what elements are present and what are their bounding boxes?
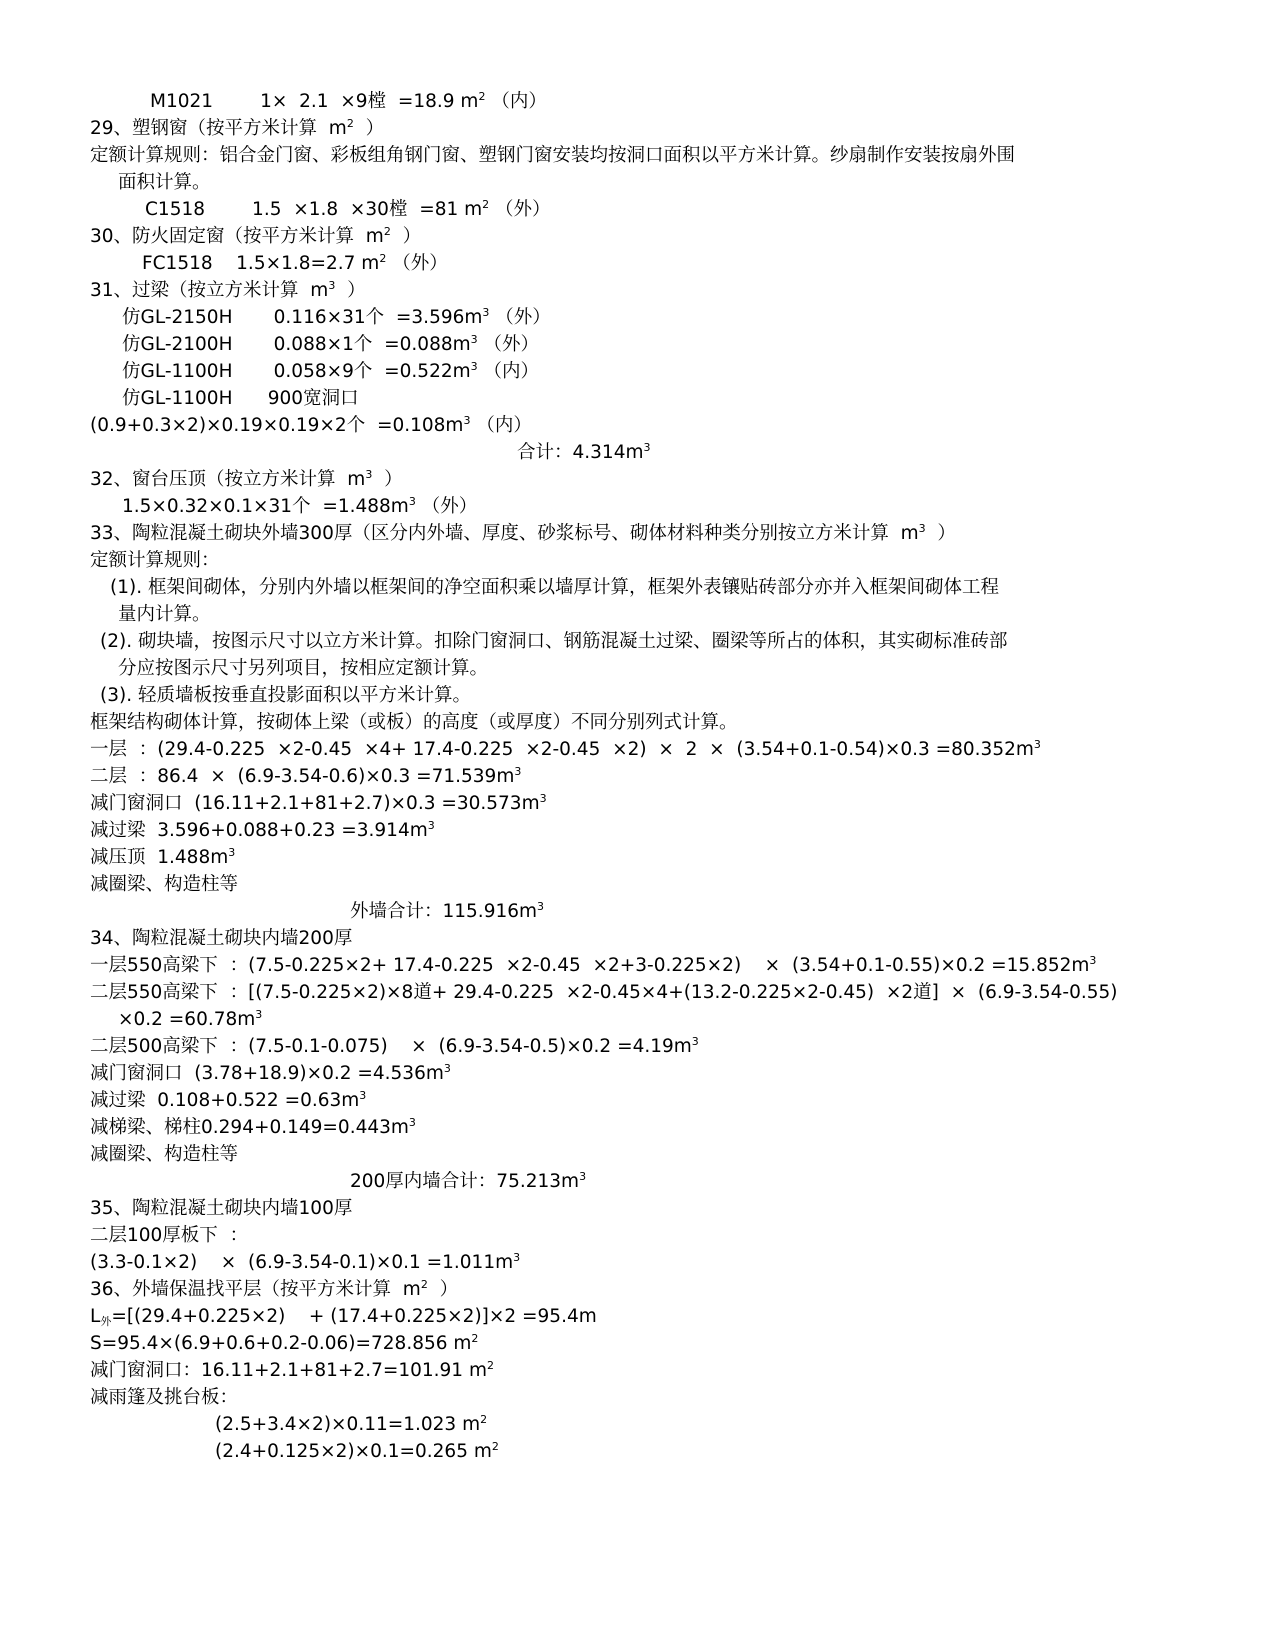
line-text: 33、陶粒混凝土砌块外墙300厚（区分内外墙、厚度、砂浆标号、砌体材料种类分别按立方米计算 m	[90, 523, 919, 544]
unit-exponent: 3	[470, 360, 478, 373]
text-line	[90, 737, 1041, 763]
unit-exponent: 2	[478, 90, 486, 103]
line-text: (3). 轻质墙板按垂直投影面积以平方米计算。	[100, 685, 471, 706]
text-line	[118, 170, 211, 196]
unit-exponent: 3	[537, 900, 545, 913]
unit-exponent: 3	[359, 1089, 367, 1102]
unit-exponent: 3	[1033, 738, 1041, 751]
line-text: 仿GL-2100H 0.088×1个 =0.088m	[122, 334, 471, 355]
text-line	[90, 980, 1117, 1006]
text-line	[90, 818, 435, 844]
text-line	[150, 89, 547, 115]
text-line	[90, 764, 521, 790]
text-line	[90, 791, 547, 817]
line-text: 二层100厚板下 ：	[90, 1225, 249, 1246]
line-text: 35、陶粒混凝土砌块内墙100厚	[90, 1198, 353, 1219]
unit-exponent: 3	[408, 1116, 416, 1129]
text-line	[350, 899, 544, 925]
unit-exponent: 2	[480, 1413, 488, 1426]
line-text: (1). 框架间砌体，分别内外墙以框架间的净空面积乘以墙厚计算，框架外表镶贴砖部分亦并入框架间砌体工程	[110, 577, 999, 598]
text-line	[122, 386, 359, 412]
line-suffix: （内）	[477, 361, 540, 382]
text-line	[90, 845, 235, 871]
line-text: 外墙合计：115.916m	[350, 901, 538, 922]
unit-exponent: 2	[379, 252, 387, 265]
text-line	[90, 1196, 352, 1222]
line-text: (2). 砌块墙，按图示尺寸以立方米计算。扣除门窗洞口、钢筋混凝土过梁、圈梁等所占的体积，其实砌标准砖部	[100, 631, 1008, 652]
unit-exponent: 3	[443, 1062, 451, 1075]
text-line	[90, 1358, 494, 1384]
line-text: 200厚内墙合计：75.213m	[350, 1171, 580, 1192]
line-text: L	[90, 1306, 101, 1327]
text-line	[100, 683, 471, 709]
text-line	[350, 1169, 586, 1195]
text-line	[90, 1385, 238, 1411]
line-text: 定额计算规则：	[90, 550, 220, 571]
text-line	[122, 494, 477, 520]
line-text: (0.9+0.3×2)×0.19×0.19×2个 =0.108m	[90, 415, 464, 436]
line-text: FC1518 1.5×1.8=2.7 m	[142, 253, 380, 274]
line-suffix: ）	[390, 226, 422, 247]
text-line	[215, 1439, 499, 1465]
text-line	[90, 1304, 597, 1330]
line-text: 减门窗洞口 (16.11+2.1+81+2.7)×0.3 =30.573m	[90, 793, 540, 814]
text-line	[122, 305, 551, 331]
text-line	[100, 629, 1007, 655]
unit-exponent: 2	[420, 1278, 428, 1291]
line-suffix: （外）	[386, 253, 448, 274]
line-suffix: ）	[335, 280, 366, 301]
text-line	[90, 1142, 238, 1168]
line-text: M1021 1× 2.1 ×9樘 =18.9 m	[150, 91, 479, 112]
line-text: 36、外墙保温找平层（按平方米计算 m	[90, 1279, 421, 1300]
line-suffix: （内）	[470, 415, 532, 436]
line-text: ×0.2 =60.78m	[118, 1009, 256, 1030]
line-text: 减过梁 3.596+0.088+0.23 =3.914m	[90, 820, 428, 841]
text-line	[90, 953, 1096, 979]
line-text: 减过梁 0.108+0.522 =0.63m	[90, 1090, 360, 1111]
line-text: 32、窗台压顶（按立方米计算 m	[90, 469, 366, 490]
unit-exponent: 3	[643, 441, 651, 454]
text-line	[122, 332, 539, 358]
line-text: 减门窗洞口：16.11+2.1+81+2.7=101.91 m	[90, 1360, 487, 1381]
text-line	[118, 602, 211, 628]
unit-exponent: 3	[514, 765, 522, 778]
text-line	[90, 1034, 699, 1060]
text-line	[90, 467, 403, 493]
unit-exponent: 3	[408, 495, 416, 508]
unit-exponent: 2	[486, 1359, 494, 1372]
unit-exponent: 3	[228, 846, 236, 859]
text-line	[90, 521, 956, 547]
line-text: S=95.4×(6.9+0.6+0.2-0.06)=728.856 m	[90, 1333, 472, 1354]
text-line	[90, 1277, 458, 1303]
line-suffix: =[(29.4+0.225×2) + (17.4+0.225×2)]×2 =95.4m	[111, 1306, 597, 1327]
text-line	[90, 710, 738, 736]
line-text: 二层 ：86.4 × (6.9-3.54-0.6)×0.3 =71.539m	[90, 766, 515, 787]
text-line	[90, 413, 532, 439]
text-line	[90, 872, 238, 898]
text-line	[90, 1250, 520, 1276]
unit-exponent: 3	[255, 1008, 263, 1021]
line-suffix: （外）	[415, 496, 478, 517]
line-text: 仿GL-1100H 0.058×9个 =0.522m	[122, 361, 471, 382]
text-line	[517, 440, 650, 466]
line-text: 减圈梁、构造柱等	[90, 874, 239, 895]
line-text: (2.4+0.125×2)×0.1=0.265 m	[215, 1441, 492, 1462]
line-text: 框架结构砌体计算，按砌体上梁（或板）的高度（或厚度）不同分别列式计算。	[90, 712, 738, 733]
text-line	[118, 1007, 262, 1033]
line-text: 仿GL-2150H 0.116×31个 =3.596m	[122, 307, 483, 328]
unit-exponent: 2	[346, 117, 354, 130]
line-text: 合计：4.314m	[517, 442, 644, 463]
line-suffix: （外）	[477, 334, 540, 355]
text-line	[142, 251, 448, 277]
line-text: 二层550高梁下 ：[(7.5-0.225×2)×8道+ 29.4-0.225 ×2-0.45×4+(13.2-0.225×2-0.45) ×2道] × (6.9-3.54-0.55)	[90, 982, 1118, 1003]
text-line	[90, 1061, 451, 1087]
unit-exponent: 2	[491, 1440, 499, 1453]
line-text: (2.5+3.4×2)×0.11=1.023 m	[215, 1414, 481, 1435]
line-text: 二层500高梁下 ：(7.5-0.1-0.075) × (6.9-3.54-0.5)×0.2 =4.19m	[90, 1036, 692, 1057]
line-suffix: ）	[925, 523, 956, 544]
text-line	[90, 116, 384, 142]
line-text: 34、陶粒混凝土砌块内墙200厚	[90, 928, 353, 949]
line-suffix: （内）	[485, 91, 547, 112]
text-line	[145, 197, 551, 223]
unit-exponent: 3	[427, 819, 435, 832]
text-line	[90, 1331, 478, 1357]
line-text: 1.5×0.32×0.1×31个 =1.488m	[122, 496, 409, 517]
unit-exponent: 3	[691, 1035, 699, 1048]
text-line	[90, 224, 421, 250]
line-suffix: ）	[372, 469, 403, 490]
line-text: 30、防火固定窗（按平方米计算 m	[90, 226, 384, 247]
line-text: 31、过梁（按立方米计算 m	[90, 280, 329, 301]
unit-exponent: 2	[482, 198, 490, 211]
unit-exponent: 3	[463, 414, 471, 427]
text-line	[90, 1088, 366, 1114]
line-text: 定额计算规则：铝合金门窗、彩板组角钢门窗、塑钢门窗安装均按洞口面积以平方米计算。纱扇制作安装按扇外围	[90, 145, 1016, 166]
text-line	[90, 1115, 416, 1141]
line-text: 减压顶 1.488m	[90, 847, 229, 868]
line-text: 分应按图示尺寸另列项目，按相应定额计算。	[118, 658, 489, 679]
unit-exponent: 2	[471, 1332, 479, 1345]
line-suffix: （外）	[489, 307, 551, 328]
line-text: 面积计算。	[118, 172, 211, 193]
line-text: 一层 ：(29.4-0.225 ×2-0.45 ×4+ 17.4-0.225 ×2-0.45 ×2) × 2 × (3.54+0.1-0.54)×0.3 =80.352m	[90, 739, 1034, 760]
unit-exponent: 2	[383, 225, 391, 238]
text-line	[90, 548, 220, 574]
unit-exponent: 3	[328, 279, 336, 292]
unit-exponent: 3	[513, 1251, 521, 1264]
line-suffix: ）	[353, 118, 385, 139]
text-line	[110, 575, 999, 601]
unit-exponent: 3	[579, 1170, 587, 1183]
subscript: 外	[100, 1315, 112, 1328]
text-line	[90, 278, 366, 304]
line-text: 减门窗洞口 (3.78+18.9)×0.2 =4.536m	[90, 1063, 444, 1084]
unit-exponent: 3	[470, 333, 478, 346]
unit-exponent: 3	[365, 468, 373, 481]
unit-exponent: 3	[482, 306, 490, 319]
line-text: 29、塑钢窗（按平方米计算 m	[90, 118, 347, 139]
unit-exponent: 3	[1089, 954, 1097, 967]
line-suffix: （外）	[489, 199, 551, 220]
line-text: 减雨篷及挑台板：	[90, 1387, 239, 1408]
line-text: C1518 1.5 ×1.8 ×30樘 =81 m	[145, 199, 483, 220]
line-text: 一层550高梁下 ：(7.5-0.225×2+ 17.4-0.225 ×2-0.45 ×2+3-0.225×2) × (3.54+0.1-0.55)×0.2 =15.852m	[90, 955, 1090, 976]
line-text: 仿GL-1100H 900宽洞口	[122, 388, 359, 409]
line-text: 减梯梁、梯柱0.294+0.149=0.443m	[90, 1117, 409, 1138]
line-text: 量内计算。	[118, 604, 211, 625]
text-line	[215, 1412, 487, 1438]
line-text: 减圈梁、构造柱等	[90, 1144, 239, 1165]
text-line	[90, 1223, 248, 1249]
line-suffix: ）	[427, 1279, 459, 1300]
text-line	[122, 359, 539, 385]
unit-exponent: 3	[918, 522, 926, 535]
text-line	[90, 143, 1015, 169]
unit-exponent: 3	[539, 792, 547, 805]
text-line	[118, 656, 488, 682]
text-line	[90, 926, 352, 952]
line-text: (3.3-0.1×2) × (6.9-3.54-0.1)×0.1 =1.011m	[90, 1252, 514, 1273]
